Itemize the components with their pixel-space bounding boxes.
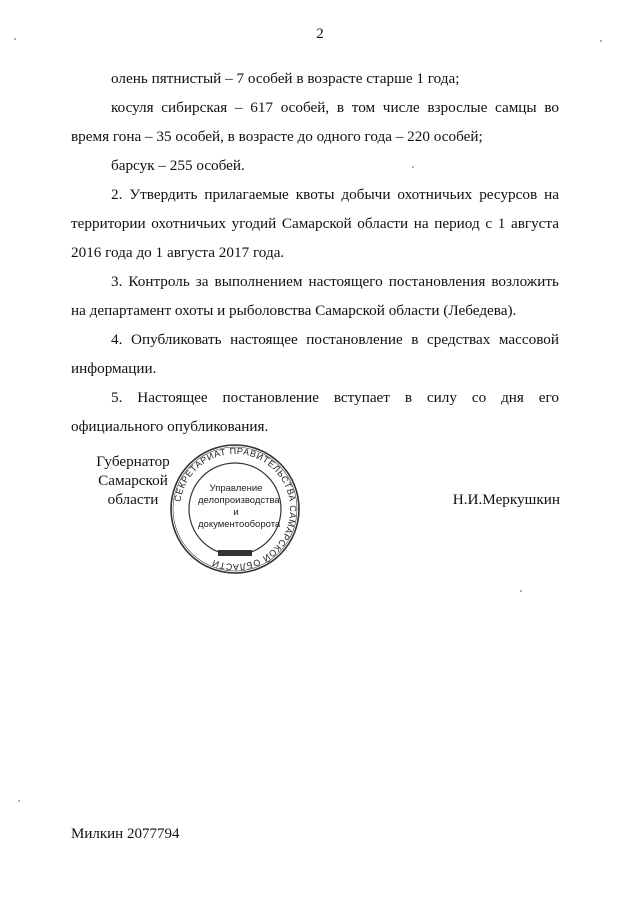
stamp-line3: и документооборота — [198, 507, 281, 530]
scan-speck — [412, 166, 414, 168]
scan-speck — [14, 38, 16, 40]
scan-speck — [18, 800, 20, 802]
scan-speck — [520, 590, 522, 592]
signature-title-line2: Самарской области — [98, 472, 168, 508]
page-number: 2 — [316, 26, 324, 42]
text-line-roe: косуля сибирская – 617 особей, в том числе взрослые самцы во время гона – 35 особей, в возрасте до одного года – 220 особей; — [71, 99, 559, 145]
footer-executor: Милкин 2077794 — [71, 826, 180, 842]
stamp-emblem-mark — [218, 550, 252, 556]
paragraph-5-continuation: официального опубликования. — [71, 418, 269, 435]
document-body — [71, 64, 559, 441]
stamp-ring-text: СЕКРЕТАРИАТ ПРАВИТЕЛЬСТВА САМАРСКОЙ ОБЛАСТИ — [172, 445, 299, 573]
text-line-deer: олень пятнистый – 7 особей в возрасте старше 1 года; — [111, 70, 460, 87]
paragraph-4: 4. Опубликовать настоящее постановление в средствах массовой информации. — [71, 331, 559, 377]
paragraph-3: 3. Контроль за выполнением настоящего постановления возложить на департамент охоты и рыболовства Самарской области (Лебедева). — [71, 273, 559, 319]
scan-speck — [600, 40, 602, 42]
stamp-inner-text — [198, 483, 281, 531]
signature-title-line1: Губернатор — [96, 453, 170, 470]
stamp-line1: Управление — [209, 483, 263, 494]
paragraph-2: 2. Утвердить прилагаемые квоты добычи охотничьих ресурсов на территории охотничьих угодий Самарской области на период с 1 августа 2016 года до 1 августа 2017 года. — [71, 186, 559, 261]
stamp-line2: делопроизводства — [198, 495, 280, 506]
text-line-badger: барсук – 255 особей. — [111, 157, 245, 174]
paragraph-5: 5. Настоящее постановление вступает в силу со дня его — [111, 389, 559, 406]
signatory-name: Н.И.Меркушкин — [452, 491, 560, 508]
